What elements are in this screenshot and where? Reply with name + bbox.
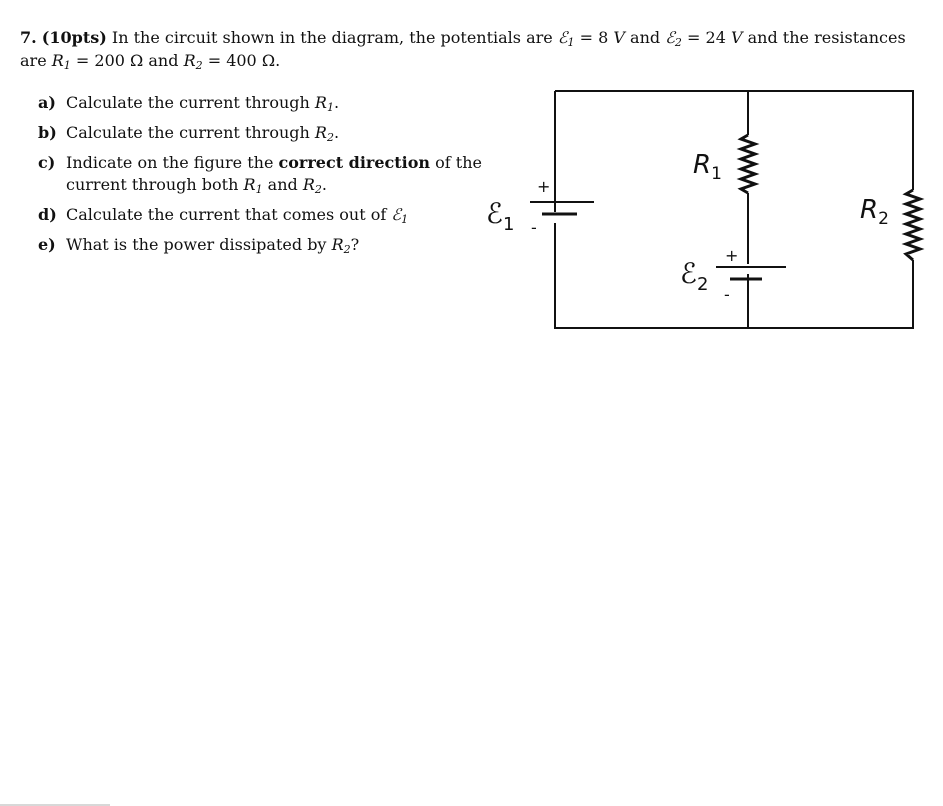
part-b-label: b) — [38, 123, 57, 142]
r1-symbol: $R_1$ — [51, 51, 71, 72]
part-c-label: c) — [38, 153, 56, 172]
part-e-text: What is the power dissipated by $R_2$? — [66, 235, 360, 256]
emf1-unit: V — [613, 28, 625, 47]
battery-e1 — [530, 202, 594, 214]
battery-e2 — [716, 267, 786, 279]
stem-text-3: are — [20, 51, 47, 70]
part-b-text: Calculate the current through $R_2$. — [66, 123, 340, 144]
question-parts — [38, 92, 488, 264]
r2-label: $R_2$ — [860, 195, 889, 229]
part-c-text: Indicate on the figure the correct direction of the current through both $R_1$ and $R_2$. — [66, 153, 482, 196]
part-d — [38, 204, 488, 226]
problem-number: 7. — [20, 28, 37, 47]
r2-symbol: $R_2$ — [183, 51, 203, 72]
part-d-text: Calculate the current that comes out of ℰ$_1$ — [66, 205, 409, 226]
r1-label: $R_1$ — [693, 150, 722, 184]
circuit-diagram — [470, 80, 930, 340]
and-word-1: and — [630, 28, 661, 47]
emf2-unit: V — [730, 28, 743, 47]
e1-label: ℰ$_1$ — [486, 197, 515, 235]
e2-plus-sign: + — [725, 246, 739, 265]
emf1-value: = 8 — [579, 28, 609, 47]
part-a-text: Calculate the current through $R_1$. — [66, 93, 340, 114]
part-b — [38, 122, 488, 144]
e1-minus-sign: - — [531, 218, 537, 237]
problem-points: (10pts) — [41, 28, 107, 47]
part-a — [38, 92, 488, 114]
part-a-label: a) — [38, 93, 56, 112]
r1-value: = 200 Ω — [75, 51, 144, 70]
emf1-symbol: ℰ$_1$ — [557, 28, 575, 49]
emf2-value: = 24 — [687, 28, 726, 47]
emphasis-direction: correct direction — [278, 153, 431, 172]
part-d-label: d) — [38, 205, 57, 224]
part-e — [38, 234, 488, 256]
resistor-r2 — [906, 190, 920, 260]
part-c — [38, 152, 488, 196]
e2-minus-sign: - — [724, 285, 730, 304]
stem-text-1: In the circuit shown in the diagram, the potentials are — [111, 28, 553, 47]
e1-plus-sign: + — [537, 177, 551, 196]
part-e-label: e) — [38, 235, 56, 254]
r2-value: = 400 Ω. — [207, 51, 281, 70]
and-word-2: and — [148, 51, 179, 70]
stem-text-2: and the resistances — [747, 28, 906, 47]
resistor-r1 — [741, 135, 755, 193]
emf2-symbol: ℰ$_2$ — [665, 28, 682, 49]
problem-statement — [20, 26, 925, 72]
e2-label: ℰ$_2$ — [680, 257, 709, 295]
